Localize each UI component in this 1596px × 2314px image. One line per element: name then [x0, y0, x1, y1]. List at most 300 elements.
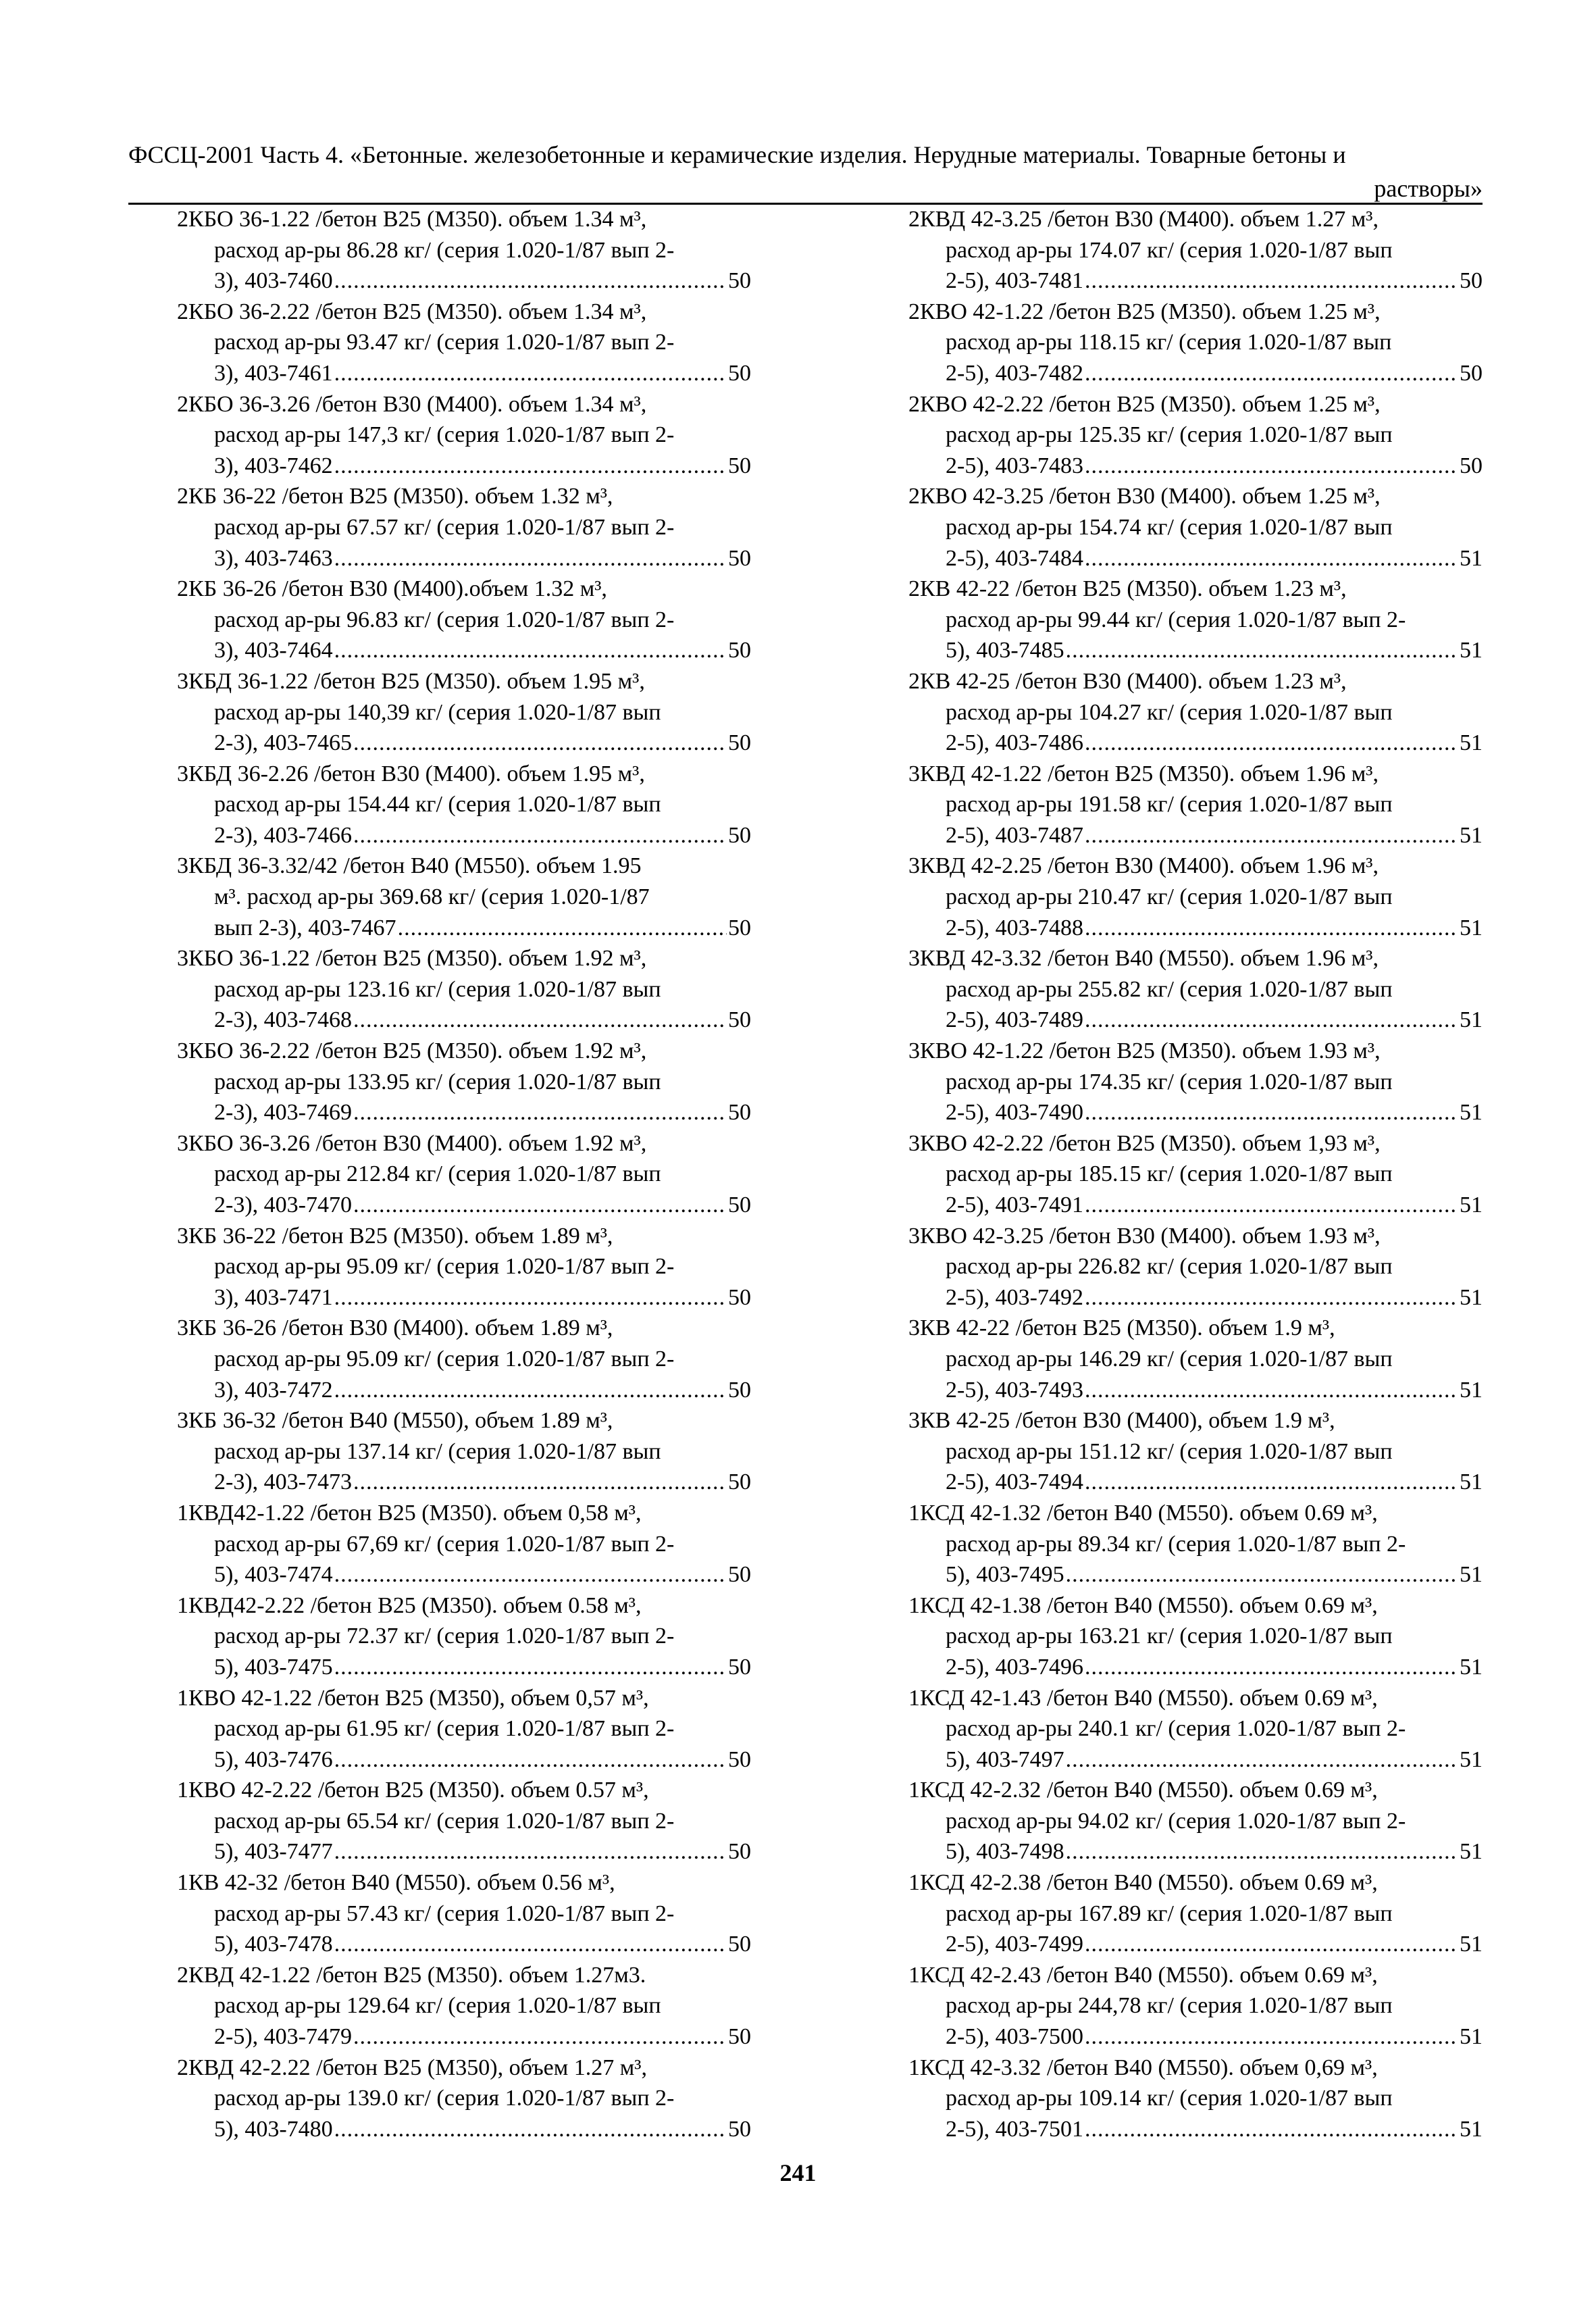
- entry-reference-line: [177, 1559, 751, 1590]
- dot-leader: [334, 1559, 727, 1590]
- index-entry: [177, 1405, 751, 1498]
- entry-details: расход ар-ры 109.14 кг/ (серия 1.020-1/87 вып: [946, 2086, 1393, 2111]
- entry-title: 3КВД 42-2.25 /бетон В30 (М400). объем 1.96 м³,: [908, 853, 1379, 879]
- entry-reference-line: [177, 1282, 751, 1313]
- entry-details: расход ар-ры 118.15 кг/ (серия 1.020-1/87 вып: [946, 330, 1392, 355]
- entry-title: 2КВД 42-1.22 /бетон В25 (М350). объем 1.27м3.: [177, 1962, 646, 1988]
- index-entry: [908, 1405, 1483, 1498]
- entry-details: расход ар-ры 146.29 кг/ (серия 1.020-1/87 вып: [946, 1346, 1393, 1372]
- entry-page-number: 51: [1460, 1746, 1483, 1772]
- index-entry: [177, 297, 751, 389]
- index-entry: [177, 1036, 751, 1128]
- dot-leader: [1085, 266, 1458, 297]
- entry-code: 3), 403-7463: [214, 545, 333, 571]
- index-entry: [908, 1590, 1483, 1683]
- entry-title: 3КБ 36-26 /бетон В30 (М400). объем 1.89 м³,: [177, 1315, 613, 1341]
- running-header: [128, 138, 1483, 205]
- entry-title: 1КСД 42-2.32 /бетон В40 (М550). объем 0.69 м³,: [908, 1778, 1378, 1803]
- entry-title: 3КБО 36-1.22 /бетон В25 (М350). объем 1.92 м³,: [177, 946, 647, 972]
- dot-leader: [334, 451, 727, 482]
- entry-code: 2-5), 403-7484: [946, 545, 1083, 571]
- entry-title: 2КБО 36-3.26 /бетон В30 (М400). объем 1.34 м³,: [177, 391, 647, 417]
- entry-code: 3), 403-7472: [214, 1377, 333, 1403]
- entry-reference-line: [177, 1929, 751, 1960]
- entry-reference-line: [908, 451, 1483, 482]
- entry-reference-line: [177, 2114, 751, 2145]
- entry-title: 2КВО 42-3.25 /бетон В30 (М400). объем 1.25 м³,: [908, 484, 1381, 509]
- entry-code: 3), 403-7464: [214, 638, 333, 663]
- index-entry: [177, 943, 751, 1036]
- index-entry: [177, 204, 751, 297]
- entry-code: 2-3), 403-7470: [214, 1192, 352, 1217]
- entry-title: 2КБ 36-26 /бетон В30 (М400).объем 1.32 м³,: [177, 576, 607, 602]
- entry-page-number: 50: [728, 1192, 751, 1217]
- index-entry: [177, 1128, 751, 1221]
- entry-details: расход ар-ры 133.95 кг/ (серия 1.020-1/87 вып: [214, 1069, 661, 1095]
- page-number: 241: [779, 2159, 817, 2186]
- entry-title: 2КБО 36-2.22 /бетон В25 (М350). объем 1.34 м³,: [177, 299, 647, 324]
- index-entry: [908, 1775, 1483, 1867]
- entry-page-number: 51: [1460, 915, 1483, 940]
- dot-leader: [353, 820, 727, 851]
- entry-code: 2-5), 403-7496: [946, 1654, 1083, 1680]
- entry-reference-line: [908, 2114, 1483, 2145]
- entry-reference-line: [908, 266, 1483, 297]
- index-entry: [908, 1313, 1483, 1405]
- entry-page-number: 50: [728, 1562, 751, 1588]
- entry-page-number: 50: [728, 1469, 751, 1495]
- entry-details: расход ар-ры 174.07 кг/ (серия 1.020-1/87 вып: [946, 237, 1393, 263]
- entry-code: 5), 403-7476: [214, 1746, 333, 1772]
- entry-details: расход ар-ры 154.74 кг/ (серия 1.020-1/87 вып: [946, 514, 1393, 540]
- entry-page-number: 51: [1460, 1284, 1483, 1310]
- index-entry: [177, 851, 751, 943]
- entry-details: расход ар-ры 147,3 кг/ (серия 1.020-1/87 вып 2-: [214, 422, 675, 448]
- left-column: [177, 204, 751, 2144]
- entry-details: расход ар-ры 226.82 кг/ (серия 1.020-1/87 вып: [946, 1254, 1393, 1280]
- entry-title: 1КВ 42-32 /бетон В40 (М550). объем 0.56 м³,: [177, 1870, 615, 1896]
- entry-title: 2КВД 42-2.22 /бетон В25 (М350), объем 1.27 м³,: [177, 2055, 647, 2080]
- entry-page-number: 51: [1460, 1377, 1483, 1403]
- index-entry: [177, 1221, 751, 1313]
- entry-title: 1КВО 42-2.22 /бетон В25 (М350). объем 0.57 м³,: [177, 1778, 649, 1803]
- entry-title: 2КВО 42-2.22 /бетон В25 (М350). объем 1.25 м³,: [908, 391, 1381, 417]
- entry-details: расход ар-ры 210.47 кг/ (серия 1.020-1/87 вып: [946, 884, 1393, 910]
- entry-page-number: 51: [1460, 1932, 1483, 1957]
- entry-title: 3КВО 42-1.22 /бетон В25 (М350). объем 1.93 м³,: [908, 1038, 1381, 1064]
- entry-code: 3), 403-7460: [214, 268, 333, 294]
- entry-title: 2КВД 42-3.25 /бетон В30 (М400). объем 1.27 м³,: [908, 207, 1379, 232]
- entry-page-number: 51: [1460, 1007, 1483, 1033]
- entry-details: расход ар-ры 129.64 кг/ (серия 1.020-1/87 вып: [214, 1993, 661, 2019]
- entry-details: расход ар-ры 95.09 кг/ (серия 1.020-1/87 вып 2-: [214, 1254, 675, 1280]
- dot-leader: [1085, 1467, 1458, 1498]
- entry-page-number: 50: [728, 1932, 751, 1957]
- entry-title: 2КВО 42-1.22 /бетон В25 (М350). объем 1.25 м³,: [908, 299, 1381, 324]
- entry-title: 1КВД42-1.22 /бетон В25 (М350). объем 0,58 м³,: [177, 1500, 642, 1526]
- entry-details: расход ар-ры 94.02 кг/ (серия 1.020-1/87 вып 2-: [946, 1808, 1406, 1834]
- index-entry: [908, 297, 1483, 389]
- entry-code: 2-5), 403-7481: [946, 268, 1083, 294]
- entry-code: вып 2-3), 403-7467: [214, 915, 396, 940]
- index-entry: [177, 1960, 751, 2053]
- entry-page-number: 51: [1460, 2024, 1483, 2050]
- entry-reference-line: [177, 2021, 751, 2053]
- entry-page-number: 51: [1460, 730, 1483, 756]
- entry-details: расход ар-ры 174.35 кг/ (серия 1.020-1/87 вып: [946, 1069, 1393, 1095]
- dot-leader: [334, 543, 727, 574]
- entry-title: 3КБО 36-2.22 /бетон В25 (М350). объем 1.92 м³,: [177, 1038, 647, 1064]
- entry-details: расход ар-ры 140,39 кг/ (серия 1.020-1/87 вып: [214, 699, 661, 725]
- right-column: [908, 204, 1483, 2144]
- entry-code: 2-3), 403-7468: [214, 1007, 352, 1033]
- entry-page-number: 50: [728, 1100, 751, 1126]
- index-entry: [177, 1775, 751, 1867]
- entry-page-number: 50: [728, 1746, 751, 1772]
- entry-details: расход ар-ры 89.34 кг/ (серия 1.020-1/87 вып 2-: [946, 1531, 1406, 1557]
- entry-details: расход ар-ры 154.44 кг/ (серия 1.020-1/87 вып: [214, 792, 661, 818]
- entry-details: расход ар-ры 61.95 кг/ (серия 1.020-1/87 вып 2-: [214, 1716, 675, 1742]
- entry-title: 1КСД 42-1.32 /бетон В40 (М550). объем 0.69 м³,: [908, 1500, 1378, 1526]
- entry-code: 3), 403-7471: [214, 1284, 333, 1310]
- entry-title: 1КСД 42-3.32 /бетон В40 (М550). объем 0,69 м³,: [908, 2055, 1378, 2080]
- entry-page-number: 50: [728, 730, 751, 756]
- entry-reference-line: [177, 1375, 751, 1406]
- entry-reference-line: [908, 1744, 1483, 1776]
- index-entry: [908, 574, 1483, 666]
- dot-leader: [334, 1929, 727, 1960]
- entry-title: 1КСД 42-1.38 /бетон В40 (М550). объем 0.69 м³,: [908, 1592, 1378, 1618]
- entry-reference-line: [908, 358, 1483, 389]
- entry-page-number: 50: [728, 1377, 751, 1403]
- index-entry: [177, 1590, 751, 1683]
- entry-code: 3), 403-7461: [214, 360, 333, 386]
- dot-leader: [353, 728, 727, 759]
- entry-reference-line: [177, 1652, 751, 1683]
- entry-details: расход ар-ры 57.43 кг/ (серия 1.020-1/87 вып 2-: [214, 1901, 675, 1926]
- entry-title: 1КСД 42-1.43 /бетон В40 (М550). объем 0.69 м³,: [908, 1685, 1378, 1711]
- entry-reference-line: [177, 1097, 751, 1128]
- entry-reference-line: [908, 1190, 1483, 1221]
- dot-leader: [334, 1375, 727, 1406]
- index-entry: [177, 1683, 751, 1776]
- index-entry: [908, 1683, 1483, 1776]
- entry-code: 5), 403-7477: [214, 1839, 333, 1865]
- dot-leader: [334, 1836, 727, 1867]
- entry-reference-line: [908, 728, 1483, 759]
- entry-details: расход ар-ры 65.54 кг/ (серия 1.020-1/87 вып 2-: [214, 1808, 675, 1834]
- entry-reference-line: [908, 820, 1483, 851]
- entry-title: 1КСД 42-2.43 /бетон В40 (М550). объем 0.69 м³,: [908, 1962, 1378, 1988]
- entry-details: расход ар-ры 151.12 кг/ (серия 1.020-1/87 вып: [946, 1438, 1393, 1464]
- dot-leader: [1085, 820, 1458, 851]
- entry-reference-line: [177, 1744, 751, 1776]
- entry-details: расход ар-ры 191.58 кг/ (серия 1.020-1/87 вып: [946, 792, 1393, 818]
- entry-page-number: 50: [728, 545, 751, 571]
- entry-reference-line: [177, 1467, 751, 1498]
- entry-page-number: 51: [1460, 1192, 1483, 1217]
- entry-reference-line: [908, 1375, 1483, 1406]
- entry-title: 3КБД 36-2.26 /бетон В30 (М400). объем 1.95 м³,: [177, 761, 645, 786]
- dot-leader: [1085, 913, 1458, 944]
- dot-leader: [398, 913, 727, 944]
- dot-leader: [1085, 1005, 1458, 1036]
- entry-page-number: 51: [1460, 545, 1483, 571]
- entry-title: 3КБ 36-22 /бетон В25 (М350). объем 1.89 м³,: [177, 1223, 613, 1249]
- dot-leader: [334, 1652, 727, 1683]
- entry-page-number: 50: [728, 1839, 751, 1865]
- entry-title: 2КБ 36-22 /бетон В25 (М350). объем 1.32 м³,: [177, 484, 613, 509]
- dot-leader: [353, 1005, 727, 1036]
- entry-code: 2-5), 403-7499: [946, 1932, 1083, 1957]
- entry-page-number: 50: [728, 1654, 751, 1680]
- entry-page-number: 51: [1460, 1100, 1483, 1126]
- index-entry: [908, 1867, 1483, 1960]
- entry-details: расход ар-ры 67.57 кг/ (серия 1.020-1/87 вып 2-: [214, 514, 675, 540]
- entry-page-number: 50: [728, 638, 751, 663]
- entry-reference-line: [177, 1190, 751, 1221]
- entry-code: 5), 403-7478: [214, 1932, 333, 1957]
- index-entry: [908, 389, 1483, 482]
- entry-title: 3КВ 42-25 /бетон В30 (М400), объем 1.9 м³,: [908, 1408, 1335, 1434]
- index-entry: [177, 1313, 751, 1405]
- dot-leader: [1085, 543, 1458, 574]
- index-entry: [177, 389, 751, 482]
- entry-reference-line: [908, 1929, 1483, 1960]
- entry-reference-line: [908, 1282, 1483, 1313]
- entry-page-number: 50: [1460, 453, 1483, 478]
- index-entry: [908, 1128, 1483, 1221]
- entry-code: 2-5), 403-7479: [214, 2024, 352, 2050]
- entry-code: 2-5), 403-7482: [946, 360, 1083, 386]
- dot-leader: [353, 2021, 727, 2053]
- entry-code: 2-5), 403-7490: [946, 1100, 1083, 1126]
- index-entry: [908, 2053, 1483, 2145]
- index-entry: [908, 666, 1483, 759]
- dot-leader: [1085, 2114, 1458, 2145]
- entry-details: расход ар-ры 104.27 кг/ (серия 1.020-1/87 вып: [946, 699, 1393, 725]
- entry-code: 5), 403-7495: [946, 1562, 1064, 1588]
- dot-leader: [1066, 635, 1458, 666]
- dot-leader: [1085, 2021, 1458, 2053]
- dot-leader: [1085, 451, 1458, 482]
- entry-title: 1КВД42-2.22 /бетон В25 (М350). объем 0.58 м³,: [177, 1592, 642, 1618]
- entry-reference-line: [177, 266, 751, 297]
- entry-code: 2-3), 403-7473: [214, 1469, 352, 1495]
- dot-leader: [1066, 1836, 1458, 1867]
- dot-leader: [334, 635, 727, 666]
- index-entry: [177, 574, 751, 666]
- entry-reference-line: [177, 635, 751, 666]
- index-entry: [908, 1221, 1483, 1313]
- entry-page-number: 50: [1460, 360, 1483, 386]
- entry-code: 2-5), 403-7500: [946, 2024, 1083, 2050]
- dot-leader: [353, 1190, 727, 1221]
- entry-reference-line: [177, 451, 751, 482]
- entry-details: расход ар-ры 67,69 кг/ (серия 1.020-1/87 вып 2-: [214, 1531, 675, 1557]
- entry-reference-line: [177, 913, 751, 944]
- entry-reference-line: [908, 1097, 1483, 1128]
- entry-code: 2-5), 403-7492: [946, 1284, 1083, 1310]
- entry-reference-line: [177, 1836, 751, 1867]
- entry-page-number: 51: [1460, 1562, 1483, 1588]
- dot-leader: [1085, 1929, 1458, 1960]
- entry-title: 3КВО 42-3.25 /бетон В30 (М400). объем 1.93 м³,: [908, 1223, 1381, 1249]
- dot-leader: [334, 2114, 727, 2145]
- entry-details: расход ар-ры 212.84 кг/ (серия 1.020-1/87 вып: [214, 1161, 661, 1187]
- entry-title: 3КБ 36-32 /бетон В40 (М550), объем 1.89 м³,: [177, 1408, 613, 1434]
- index-entry: [908, 851, 1483, 943]
- entry-code: 5), 403-7475: [214, 1654, 333, 1680]
- entry-page-number: 51: [1460, 638, 1483, 663]
- index-entry: [908, 1498, 1483, 1590]
- entry-reference-line: [177, 728, 751, 759]
- entry-page-number: 50: [728, 2024, 751, 2050]
- index-entry: [908, 204, 1483, 297]
- index-entry: [908, 943, 1483, 1036]
- entry-code: 2-5), 403-7501: [946, 2116, 1083, 2142]
- entry-page-number: 50: [728, 822, 751, 848]
- entry-details: м³. расход ар-ры 369.68 кг/ (серия 1.020-1/87: [214, 884, 650, 910]
- index-entry: [177, 666, 751, 759]
- entry-reference-line: [908, 1559, 1483, 1590]
- entry-code: 2-5), 403-7483: [946, 453, 1083, 478]
- dot-leader: [353, 1467, 727, 1498]
- entry-page-number: 51: [1460, 1654, 1483, 1680]
- dot-leader: [1085, 1097, 1458, 1128]
- entry-details: расход ар-ры 125.35 кг/ (серия 1.020-1/87 вып: [946, 422, 1393, 448]
- entry-details: расход ар-ры 244,78 кг/ (серия 1.020-1/87 вып: [946, 1993, 1393, 2019]
- entry-reference-line: [908, 2021, 1483, 2053]
- entry-title: 2КВ 42-25 /бетон В30 (М400). объем 1.23 м³,: [908, 668, 1347, 694]
- entry-reference-line: [908, 1005, 1483, 1036]
- dot-leader: [334, 358, 727, 389]
- entry-reference-line: [908, 913, 1483, 944]
- entry-code: 2-5), 403-7488: [946, 915, 1083, 940]
- entry-reference-line: [177, 1005, 751, 1036]
- dot-leader: [1085, 358, 1458, 389]
- entry-page-number: 51: [1460, 2116, 1483, 2142]
- dot-leader: [334, 266, 727, 297]
- entry-page-number: 50: [728, 1284, 751, 1310]
- entry-code: 2-5), 403-7494: [946, 1469, 1083, 1495]
- entry-title: 3КБД 36-3.32/42 /бетон В40 (М550). объем 1.95: [177, 853, 642, 879]
- entry-page-number: 50: [728, 360, 751, 386]
- index-entry: [908, 1036, 1483, 1128]
- entry-title: 3КВД 42-3.32 /бетон В40 (М550). объем 1.96 м³,: [908, 946, 1379, 972]
- dot-leader: [1085, 1652, 1458, 1683]
- entry-code: 2-5), 403-7486: [946, 730, 1083, 756]
- entry-page-number: 50: [728, 2116, 751, 2142]
- entry-code: 5), 403-7480: [214, 2116, 333, 2142]
- entry-details: расход ар-ры 167.89 кг/ (серия 1.020-1/87 вып: [946, 1901, 1393, 1926]
- dot-leader: [1085, 1190, 1458, 1221]
- entry-reference-line: [177, 543, 751, 574]
- entry-code: 2-5), 403-7487: [946, 822, 1083, 848]
- entry-code: 2-5), 403-7489: [946, 1007, 1083, 1033]
- entry-code: 3), 403-7462: [214, 453, 333, 478]
- entry-details: расход ар-ры 95.09 кг/ (серия 1.020-1/87 вып 2-: [214, 1346, 675, 1372]
- index-entry: [908, 759, 1483, 851]
- entry-code: 2-3), 403-7465: [214, 730, 352, 756]
- entry-details: расход ар-ры 137.14 кг/ (серия 1.020-1/87 вып: [214, 1438, 661, 1464]
- entry-title: 2КВ 42-22 /бетон В25 (М350). объем 1.23 м³,: [908, 576, 1347, 602]
- entry-title: 3КВО 42-2.22 /бетон В25 (М350). объем 1,93 м³,: [908, 1130, 1381, 1156]
- entry-details: расход ар-ры 185.15 кг/ (серия 1.020-1/87 вып: [946, 1161, 1393, 1187]
- entry-details: расход ар-ры 93.47 кг/ (серия 1.020-1/87 вып 2-: [214, 330, 675, 355]
- entry-page-number: 51: [1460, 1469, 1483, 1495]
- header-title: ФССЦ-2001 Часть 4. «Бетонные. железобетонные и керамические изделия. Нерудные материалы. Товарные бетоны и: [128, 141, 1346, 168]
- entry-details: расход ар-ры 240.1 кг/ (серия 1.020-1/87 вып 2-: [946, 1716, 1406, 1742]
- entry-code: 5), 403-7474: [214, 1562, 333, 1588]
- entry-page-number: 51: [1460, 1839, 1483, 1865]
- entry-details: расход ар-ры 255.82 кг/ (серия 1.020-1/87 вып: [946, 976, 1393, 1002]
- dot-leader: [1085, 728, 1458, 759]
- entry-details: расход ар-ры 163.21 кг/ (серия 1.020-1/87 вып: [946, 1624, 1393, 1649]
- entry-code: 5), 403-7485: [946, 638, 1064, 663]
- entry-page-number: 50: [728, 1007, 751, 1033]
- dot-leader: [1085, 1282, 1458, 1313]
- entry-title: 3КБД 36-1.22 /бетон В25 (М350). объем 1.95 м³,: [177, 668, 645, 694]
- entry-title: 3КБО 36-3.26 /бетон В30 (М400). объем 1.92 м³,: [177, 1130, 647, 1156]
- entry-page-number: 50: [728, 453, 751, 478]
- entry-code: 5), 403-7498: [946, 1839, 1064, 1865]
- index-entry: [177, 759, 751, 851]
- index-entry: [908, 481, 1483, 574]
- entry-page-number: 50: [728, 915, 751, 940]
- entry-details: расход ар-ры 86.28 кг/ (серия 1.020-1/87 вып 2-: [214, 237, 675, 263]
- dot-leader: [1066, 1744, 1458, 1776]
- entry-details: расход ар-ры 72.37 кг/ (серия 1.020-1/87 вып 2-: [214, 1624, 675, 1649]
- entry-title: 2КБО 36-1.22 /бетон В25 (М350). объем 1.34 м³,: [177, 207, 647, 232]
- entry-details: расход ар-ры 96.83 кг/ (серия 1.020-1/87 вып 2-: [214, 607, 675, 632]
- entry-code: 2-5), 403-7491: [946, 1192, 1083, 1217]
- entry-title: 1КВО 42-1.22 /бетон В25 (М350), объем 0,57 м³,: [177, 1685, 649, 1711]
- entry-title: 1КСД 42-2.38 /бетон В40 (М550). объем 0.69 м³,: [908, 1870, 1378, 1896]
- entry-reference-line: [908, 543, 1483, 574]
- dot-leader: [353, 1097, 727, 1128]
- index-entry: [177, 1867, 751, 1960]
- entry-reference-line: [908, 1652, 1483, 1683]
- entry-details: расход ар-ры 123.16 кг/ (серия 1.020-1/87 вып: [214, 976, 661, 1002]
- index-entry: [177, 481, 751, 574]
- entry-reference-line: [908, 635, 1483, 666]
- entry-title: 3КВ 42-22 /бетон В25 (М350). объем 1.9 м³,: [908, 1315, 1335, 1341]
- dot-leader: [1066, 1559, 1458, 1590]
- header-title-continued: растворы»: [1374, 175, 1483, 202]
- entry-reference-line: [177, 820, 751, 851]
- entry-details: расход ар-ры 139.0 кг/ (серия 1.020-1/87 вып 2-: [214, 2086, 675, 2111]
- entry-reference-line: [908, 1836, 1483, 1867]
- dot-leader: [334, 1282, 727, 1313]
- entry-page-number: 51: [1460, 822, 1483, 848]
- entry-details: расход ар-ры 99.44 кг/ (серия 1.020-1/87 вып 2-: [946, 607, 1406, 632]
- entry-reference-line: [177, 358, 751, 389]
- entry-reference-line: [908, 1467, 1483, 1498]
- entry-code: 2-3), 403-7469: [214, 1100, 352, 1126]
- entry-title: 3КВД 42-1.22 /бетон В25 (М350). объем 1.96 м³,: [908, 761, 1379, 786]
- dot-leader: [1085, 1375, 1458, 1406]
- entry-page-number: 50: [728, 268, 751, 294]
- index-entry: [177, 2053, 751, 2145]
- dot-leader: [334, 1744, 727, 1776]
- entry-page-number: 50: [1460, 268, 1483, 294]
- index-entry: [177, 1498, 751, 1590]
- entry-code: 2-5), 403-7493: [946, 1377, 1083, 1403]
- entry-code: 5), 403-7497: [946, 1746, 1064, 1772]
- entry-code: 2-3), 403-7466: [214, 822, 352, 848]
- index-entry: [908, 1960, 1483, 2053]
